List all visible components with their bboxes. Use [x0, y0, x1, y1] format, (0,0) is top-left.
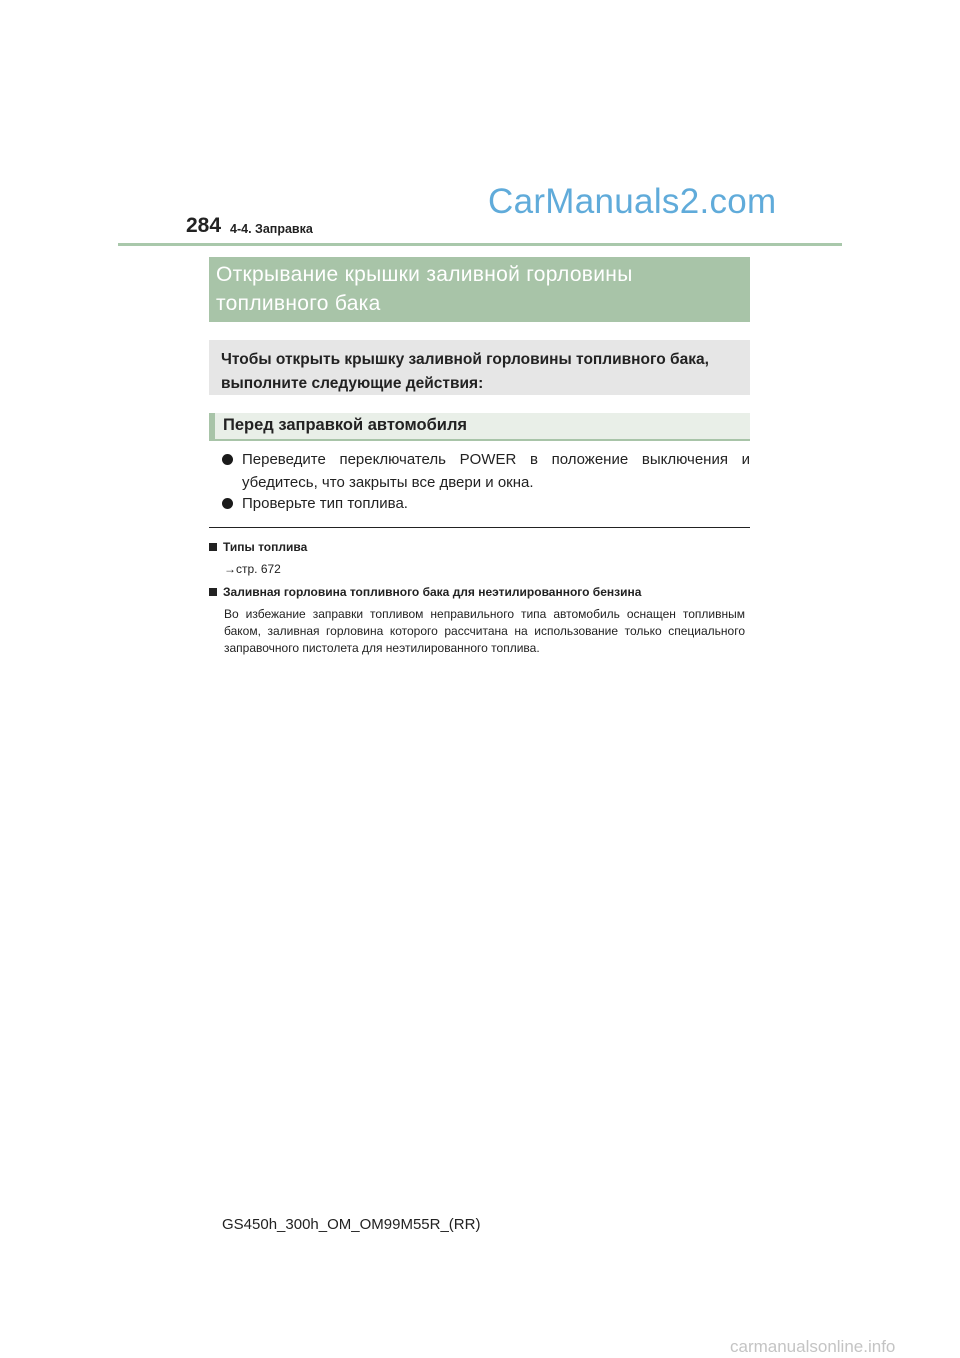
bullet-icon — [222, 454, 233, 465]
page-title — [209, 257, 750, 322]
intro-box — [209, 340, 750, 395]
note-heading-text: Заливная горловина топливного бака для неэтилированного бензина — [223, 585, 642, 599]
note-reference: →стр. 672 — [224, 562, 281, 576]
watermark-logo: CarManuals2.com — [488, 182, 777, 221]
bullet-text: Проверьте тип топлива. — [242, 495, 408, 512]
intro-line-2: выполните следующие действия: — [221, 375, 484, 392]
intro-line-1: Чтобы открыть крышку заливной горловины топливного бака, — [221, 351, 709, 368]
bullet-icon — [222, 498, 233, 509]
section-divider — [209, 527, 750, 528]
note-body: Во избежание заправки топливом неправильного типа автомобиль оснащен топливным баком, заливная горловина которого рассчитана на использование только специального заправочного пистолета для неэтилированного топлива. — [224, 607, 745, 655]
subsection-heading — [209, 413, 750, 441]
square-bullet-icon — [209, 543, 217, 551]
note-heading — [209, 585, 641, 599]
subsection-heading-text: Перед заправкой автомобиля — [223, 416, 468, 434]
page-title-line-1: Открывание крышки заливной горловины — [216, 263, 633, 286]
page-title-line-2: топливного бака — [216, 292, 381, 315]
note-heading — [209, 540, 307, 554]
square-bullet-icon — [209, 588, 217, 596]
bullet-item — [222, 448, 750, 494]
page-number: 284 — [186, 214, 222, 237]
note-heading-text: Типы топлива — [223, 540, 308, 554]
section-label: 4-4. Заправка — [230, 222, 313, 236]
footer-document-code: GS450h_300h_OM_OM99M55R_(RR) — [222, 1216, 481, 1233]
bottom-watermark: carmanualsonline.info — [730, 1337, 896, 1356]
header-divider — [118, 243, 842, 246]
bullet-item — [222, 492, 750, 515]
bullet-text: Переведите переключатель POWER в положение выключения и убедитесь, что закрыты все двери и окна. — [242, 451, 750, 491]
